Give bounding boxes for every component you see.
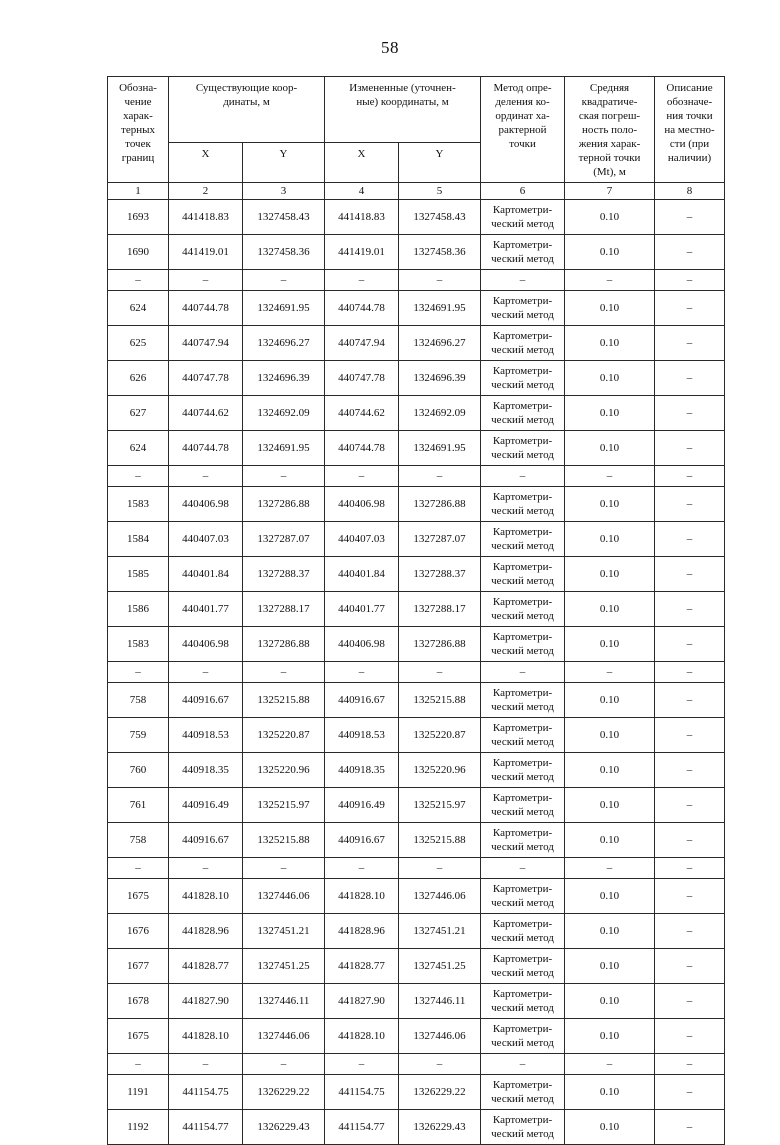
cell-existing-y: 1327288.37 bbox=[243, 556, 325, 591]
cell-mean-square-error: 0.10 bbox=[565, 360, 655, 395]
cell-mean-square-error: 0.10 bbox=[565, 395, 655, 430]
cell-changed-x: 440916.67 bbox=[325, 682, 399, 717]
cell-method: Картометри- ческий метод bbox=[481, 682, 565, 717]
cell-changed-y: 1327458.43 bbox=[399, 199, 481, 234]
cell-existing-y: 1327446.06 bbox=[243, 1018, 325, 1053]
cell-mean-square-error: 0.10 bbox=[565, 430, 655, 465]
cell-point-designation: 761 bbox=[108, 787, 169, 822]
cell-point-designation: – bbox=[108, 661, 169, 682]
table-separator-row bbox=[108, 465, 725, 486]
column-number: 5 bbox=[399, 182, 481, 199]
cell-mean-square-error: – bbox=[565, 1053, 655, 1074]
cell-mean-square-error: – bbox=[565, 465, 655, 486]
cell-method: Картометри- ческий метод bbox=[481, 913, 565, 948]
cell-existing-x: 440747.94 bbox=[169, 325, 243, 360]
cell-changed-x: 440401.77 bbox=[325, 591, 399, 626]
cell-description: – bbox=[655, 1018, 725, 1053]
cell-mean-square-error: – bbox=[565, 857, 655, 878]
cell-description: – bbox=[655, 913, 725, 948]
cell-existing-y: – bbox=[243, 465, 325, 486]
cell-existing-x: 440916.67 bbox=[169, 822, 243, 857]
cell-existing-y: 1327446.11 bbox=[243, 983, 325, 1018]
cell-existing-y: 1325220.87 bbox=[243, 717, 325, 752]
cell-mean-square-error: 0.10 bbox=[565, 983, 655, 1018]
cell-changed-x: – bbox=[325, 1053, 399, 1074]
cell-changed-y: – bbox=[399, 269, 481, 290]
cell-description: – bbox=[655, 430, 725, 465]
cell-existing-y: – bbox=[243, 1053, 325, 1074]
cell-method: Картометри- ческий метод bbox=[481, 1109, 565, 1144]
cell-mean-square-error: 0.10 bbox=[565, 486, 655, 521]
table-header bbox=[108, 77, 725, 183]
column-number: 4 bbox=[325, 182, 399, 199]
cell-description: – bbox=[655, 521, 725, 556]
header-existing-y: Y bbox=[243, 142, 325, 182]
cell-point-designation: 760 bbox=[108, 752, 169, 787]
cell-changed-x: 440406.98 bbox=[325, 626, 399, 661]
cell-description: – bbox=[655, 661, 725, 682]
cell-existing-y: 1327458.36 bbox=[243, 234, 325, 269]
cell-method: Картометри- ческий метод bbox=[481, 878, 565, 913]
cell-method: Картометри- ческий метод bbox=[481, 395, 565, 430]
cell-description: – bbox=[655, 325, 725, 360]
cell-changed-x: 440744.78 bbox=[325, 430, 399, 465]
column-numbering-row bbox=[108, 182, 725, 199]
cell-existing-x: 441154.75 bbox=[169, 1074, 243, 1109]
table-separator-row bbox=[108, 857, 725, 878]
table-row bbox=[108, 626, 725, 661]
cell-point-designation: 1675 bbox=[108, 1018, 169, 1053]
cell-existing-x: – bbox=[169, 269, 243, 290]
table-row bbox=[108, 1018, 725, 1053]
cell-existing-x: 440406.98 bbox=[169, 626, 243, 661]
table-row bbox=[108, 521, 725, 556]
cell-existing-y: 1327451.21 bbox=[243, 913, 325, 948]
cell-point-designation: 1191 bbox=[108, 1074, 169, 1109]
cell-changed-x: 440747.78 bbox=[325, 360, 399, 395]
cell-description: – bbox=[655, 717, 725, 752]
cell-existing-y: 1327286.88 bbox=[243, 626, 325, 661]
column-number: 3 bbox=[243, 182, 325, 199]
cell-description: – bbox=[655, 948, 725, 983]
table-row bbox=[108, 983, 725, 1018]
cell-point-designation: 1586 bbox=[108, 591, 169, 626]
cell-existing-y: 1325215.88 bbox=[243, 682, 325, 717]
cell-mean-square-error: 0.10 bbox=[565, 717, 655, 752]
cell-method: Картометри- ческий метод bbox=[481, 983, 565, 1018]
table-row bbox=[108, 822, 725, 857]
cell-existing-x: 440744.78 bbox=[169, 430, 243, 465]
cell-point-designation: 1585 bbox=[108, 556, 169, 591]
cell-existing-y: 1325220.96 bbox=[243, 752, 325, 787]
cell-existing-x: 441828.10 bbox=[169, 878, 243, 913]
cell-mean-square-error: 0.10 bbox=[565, 325, 655, 360]
cell-changed-x: 440744.78 bbox=[325, 290, 399, 325]
cell-changed-y: 1326229.22 bbox=[399, 1074, 481, 1109]
cell-changed-x: 441418.83 bbox=[325, 199, 399, 234]
cell-changed-x: 440916.67 bbox=[325, 822, 399, 857]
table-row bbox=[108, 234, 725, 269]
table-row bbox=[108, 1109, 725, 1144]
table-row bbox=[108, 717, 725, 752]
page-number: 58 bbox=[381, 38, 399, 57]
table-separator-row bbox=[108, 269, 725, 290]
cell-existing-x: 440916.67 bbox=[169, 682, 243, 717]
cell-description: – bbox=[655, 752, 725, 787]
cell-point-designation: 758 bbox=[108, 682, 169, 717]
cell-changed-y: 1324692.09 bbox=[399, 395, 481, 430]
cell-point-designation: 625 bbox=[108, 325, 169, 360]
cell-changed-y: – bbox=[399, 1053, 481, 1074]
cell-point-designation: 1192 bbox=[108, 1109, 169, 1144]
cell-changed-y: 1327287.07 bbox=[399, 521, 481, 556]
cell-changed-x: – bbox=[325, 269, 399, 290]
cell-existing-x: 440918.35 bbox=[169, 752, 243, 787]
cell-method: Картометри- ческий метод bbox=[481, 591, 565, 626]
cell-existing-x: 441828.10 bbox=[169, 1018, 243, 1053]
cell-mean-square-error: 0.10 bbox=[565, 591, 655, 626]
header-changed-coordinates: Измененные (уточнен- ные) координаты, м bbox=[325, 77, 481, 143]
cell-changed-x: 441828.77 bbox=[325, 948, 399, 983]
table-row bbox=[108, 752, 725, 787]
cell-existing-y: 1327446.06 bbox=[243, 878, 325, 913]
cell-method: – bbox=[481, 857, 565, 878]
cell-point-designation: 1584 bbox=[108, 521, 169, 556]
cell-description: – bbox=[655, 269, 725, 290]
cell-changed-y: 1325215.88 bbox=[399, 682, 481, 717]
cell-point-designation: 624 bbox=[108, 430, 169, 465]
cell-changed-x: 440744.62 bbox=[325, 395, 399, 430]
cell-existing-x: 440401.84 bbox=[169, 556, 243, 591]
cell-method: Картометри- ческий метод bbox=[481, 822, 565, 857]
cell-description: – bbox=[655, 822, 725, 857]
cell-description: – bbox=[655, 199, 725, 234]
cell-description: – bbox=[655, 591, 725, 626]
cell-existing-y: 1327451.25 bbox=[243, 948, 325, 983]
cell-mean-square-error: 0.10 bbox=[565, 822, 655, 857]
cell-method: Картометри- ческий метод bbox=[481, 430, 565, 465]
cell-point-designation: 1693 bbox=[108, 199, 169, 234]
cell-method: Картометри- ческий метод bbox=[481, 486, 565, 521]
header-determination-method: Метод опре- деления ко- ординат ха- рактерной точки bbox=[481, 77, 565, 183]
cell-method: Картометри- ческий метод bbox=[481, 1018, 565, 1053]
table-row bbox=[108, 325, 725, 360]
cell-existing-y: – bbox=[243, 857, 325, 878]
cell-existing-x: 441828.96 bbox=[169, 913, 243, 948]
cell-changed-x: 441419.01 bbox=[325, 234, 399, 269]
cell-point-designation: 759 bbox=[108, 717, 169, 752]
cell-changed-y: 1327458.36 bbox=[399, 234, 481, 269]
cell-description: – bbox=[655, 682, 725, 717]
table-row bbox=[108, 878, 725, 913]
cell-existing-x: – bbox=[169, 857, 243, 878]
cell-method: Картометри- ческий метод bbox=[481, 1074, 565, 1109]
table-row bbox=[108, 1074, 725, 1109]
column-number: 1 bbox=[108, 182, 169, 199]
cell-description: – bbox=[655, 486, 725, 521]
coordinates-table-container bbox=[107, 76, 724, 1145]
cell-changed-x: 440916.49 bbox=[325, 787, 399, 822]
cell-mean-square-error: 0.10 bbox=[565, 234, 655, 269]
cell-mean-square-error: 0.10 bbox=[565, 1074, 655, 1109]
cell-changed-y: 1327446.11 bbox=[399, 983, 481, 1018]
cell-existing-x: 441419.01 bbox=[169, 234, 243, 269]
cell-changed-x: – bbox=[325, 857, 399, 878]
cell-changed-y: 1327451.21 bbox=[399, 913, 481, 948]
cell-existing-y: 1324691.95 bbox=[243, 430, 325, 465]
cell-existing-x: 440747.78 bbox=[169, 360, 243, 395]
cell-description: – bbox=[655, 983, 725, 1018]
cell-existing-y: 1326229.22 bbox=[243, 1074, 325, 1109]
table-separator-row bbox=[108, 661, 725, 682]
header-point-designation: Обозна- чение харак- терных точек границ bbox=[108, 77, 169, 183]
cell-method: Картометри- ческий метод bbox=[481, 556, 565, 591]
cell-description: – bbox=[655, 787, 725, 822]
table-row bbox=[108, 556, 725, 591]
cell-mean-square-error: 0.10 bbox=[565, 199, 655, 234]
cell-existing-y: 1327286.88 bbox=[243, 486, 325, 521]
cell-mean-square-error: 0.10 bbox=[565, 913, 655, 948]
cell-existing-x: 441418.83 bbox=[169, 199, 243, 234]
cell-point-designation: 1690 bbox=[108, 234, 169, 269]
cell-description: – bbox=[655, 395, 725, 430]
cell-existing-x: 440916.49 bbox=[169, 787, 243, 822]
cell-existing-y: 1324696.39 bbox=[243, 360, 325, 395]
cell-existing-y: 1327288.17 bbox=[243, 591, 325, 626]
cell-changed-y: 1325215.88 bbox=[399, 822, 481, 857]
column-number: 7 bbox=[565, 182, 655, 199]
cell-method: – bbox=[481, 661, 565, 682]
cell-changed-x: 440747.94 bbox=[325, 325, 399, 360]
cell-changed-x: – bbox=[325, 465, 399, 486]
cell-description: – bbox=[655, 1074, 725, 1109]
table-row bbox=[108, 360, 725, 395]
cell-changed-x: 441827.90 bbox=[325, 983, 399, 1018]
header-row-main bbox=[108, 77, 725, 143]
cell-changed-y: 1324691.95 bbox=[399, 290, 481, 325]
cell-changed-x: 440401.84 bbox=[325, 556, 399, 591]
cell-existing-y: – bbox=[243, 661, 325, 682]
cell-mean-square-error: 0.10 bbox=[565, 1109, 655, 1144]
cell-mean-square-error: 0.10 bbox=[565, 556, 655, 591]
cell-changed-x: – bbox=[325, 661, 399, 682]
cell-changed-x: 441154.75 bbox=[325, 1074, 399, 1109]
cell-description: – bbox=[655, 234, 725, 269]
cell-changed-y: 1325215.97 bbox=[399, 787, 481, 822]
cell-existing-y: 1325215.88 bbox=[243, 822, 325, 857]
cell-point-designation: – bbox=[108, 1053, 169, 1074]
cell-point-designation: – bbox=[108, 465, 169, 486]
cell-method: Картометри- ческий метод bbox=[481, 717, 565, 752]
cell-changed-y: 1325220.96 bbox=[399, 752, 481, 787]
cell-mean-square-error: 0.10 bbox=[565, 682, 655, 717]
cell-method: Картометри- ческий метод bbox=[481, 521, 565, 556]
cell-description: – bbox=[655, 626, 725, 661]
cell-method: Картометри- ческий метод bbox=[481, 626, 565, 661]
cell-mean-square-error: 0.10 bbox=[565, 878, 655, 913]
cell-existing-y: – bbox=[243, 269, 325, 290]
cell-changed-x: 441828.10 bbox=[325, 878, 399, 913]
cell-point-designation: 758 bbox=[108, 822, 169, 857]
column-number: 8 bbox=[655, 182, 725, 199]
cell-description: – bbox=[655, 878, 725, 913]
cell-method: Картометри- ческий метод bbox=[481, 360, 565, 395]
cell-changed-x: 441828.96 bbox=[325, 913, 399, 948]
cell-description: – bbox=[655, 360, 725, 395]
cell-method: Картометри- ческий метод bbox=[481, 752, 565, 787]
cell-changed-y: 1324691.95 bbox=[399, 430, 481, 465]
cell-changed-y: 1325220.87 bbox=[399, 717, 481, 752]
table-row bbox=[108, 787, 725, 822]
table-row bbox=[108, 430, 725, 465]
header-existing-x: X bbox=[169, 142, 243, 182]
cell-mean-square-error: 0.10 bbox=[565, 290, 655, 325]
table-row bbox=[108, 290, 725, 325]
cell-existing-x: 440406.98 bbox=[169, 486, 243, 521]
cell-point-designation: – bbox=[108, 269, 169, 290]
header-mean-square-error: Средняя квадратиче- ская погреш- ность поло- жения харак- терной точки (Mt), м bbox=[565, 77, 655, 183]
cell-point-designation: 1677 bbox=[108, 948, 169, 983]
cell-mean-square-error: 0.10 bbox=[565, 787, 655, 822]
cell-changed-y: 1327286.88 bbox=[399, 626, 481, 661]
cell-existing-x: 440407.03 bbox=[169, 521, 243, 556]
cell-point-designation: 1678 bbox=[108, 983, 169, 1018]
cell-existing-y: 1325215.97 bbox=[243, 787, 325, 822]
cell-description: – bbox=[655, 556, 725, 591]
cell-method: Картометри- ческий метод bbox=[481, 325, 565, 360]
cell-point-designation: 627 bbox=[108, 395, 169, 430]
table-row bbox=[108, 199, 725, 234]
cell-changed-y: 1327286.88 bbox=[399, 486, 481, 521]
cell-existing-x: – bbox=[169, 465, 243, 486]
cell-point-designation: 1676 bbox=[108, 913, 169, 948]
cell-method: Картометри- ческий метод bbox=[481, 290, 565, 325]
header-existing-coordinates: Существующие коор- динаты, м bbox=[169, 77, 325, 143]
cell-existing-x: 441828.77 bbox=[169, 948, 243, 983]
table-row bbox=[108, 913, 725, 948]
cell-existing-x: 440744.62 bbox=[169, 395, 243, 430]
cell-method: Картометри- ческий метод bbox=[481, 234, 565, 269]
cell-changed-x: 440407.03 bbox=[325, 521, 399, 556]
cell-existing-y: 1327458.43 bbox=[243, 199, 325, 234]
cell-mean-square-error: 0.10 bbox=[565, 752, 655, 787]
table-row bbox=[108, 395, 725, 430]
cell-changed-y: 1326229.43 bbox=[399, 1109, 481, 1144]
cell-mean-square-error: 0.10 bbox=[565, 521, 655, 556]
table-row bbox=[108, 486, 725, 521]
header-changed-y: Y bbox=[399, 142, 481, 182]
cell-point-designation: 1583 bbox=[108, 486, 169, 521]
column-number: 6 bbox=[481, 182, 565, 199]
cell-changed-x: 440406.98 bbox=[325, 486, 399, 521]
cell-existing-x: 440401.77 bbox=[169, 591, 243, 626]
cell-point-designation: 1583 bbox=[108, 626, 169, 661]
cell-point-designation: 624 bbox=[108, 290, 169, 325]
cell-method: – bbox=[481, 465, 565, 486]
cell-method: Картометри- ческий метод bbox=[481, 787, 565, 822]
cell-mean-square-error: – bbox=[565, 269, 655, 290]
cell-changed-x: 440918.35 bbox=[325, 752, 399, 787]
cell-changed-y: – bbox=[399, 661, 481, 682]
cell-mean-square-error: 0.10 bbox=[565, 1018, 655, 1053]
coordinates-table bbox=[107, 76, 725, 1145]
cell-point-designation: 626 bbox=[108, 360, 169, 395]
cell-point-designation: – bbox=[108, 857, 169, 878]
cell-existing-x: – bbox=[169, 661, 243, 682]
cell-description: – bbox=[655, 290, 725, 325]
cell-changed-y: 1324696.39 bbox=[399, 360, 481, 395]
cell-mean-square-error: 0.10 bbox=[565, 626, 655, 661]
cell-method: Картометри- ческий метод bbox=[481, 199, 565, 234]
table-separator-row bbox=[108, 1053, 725, 1074]
cell-method: – bbox=[481, 269, 565, 290]
cell-description: – bbox=[655, 1109, 725, 1144]
cell-changed-y: – bbox=[399, 465, 481, 486]
cell-existing-x: 440744.78 bbox=[169, 290, 243, 325]
table-row bbox=[108, 591, 725, 626]
table-body bbox=[108, 182, 725, 1144]
cell-existing-y: 1324696.27 bbox=[243, 325, 325, 360]
cell-existing-y: 1326229.43 bbox=[243, 1109, 325, 1144]
cell-changed-x: 441154.77 bbox=[325, 1109, 399, 1144]
header-point-description: Описание обозначе- ния точки на местно- сти (при наличии) bbox=[655, 77, 725, 183]
cell-changed-x: 440918.53 bbox=[325, 717, 399, 752]
table-row bbox=[108, 682, 725, 717]
cell-mean-square-error: 0.10 bbox=[565, 948, 655, 983]
cell-changed-y: 1327451.25 bbox=[399, 948, 481, 983]
cell-existing-x: 440918.53 bbox=[169, 717, 243, 752]
cell-existing-y: 1327287.07 bbox=[243, 521, 325, 556]
cell-changed-y: 1324696.27 bbox=[399, 325, 481, 360]
cell-existing-x: – bbox=[169, 1053, 243, 1074]
cell-description: – bbox=[655, 465, 725, 486]
cell-changed-y: – bbox=[399, 857, 481, 878]
table-row bbox=[108, 948, 725, 983]
cell-description: – bbox=[655, 857, 725, 878]
cell-changed-x: 441828.10 bbox=[325, 1018, 399, 1053]
cell-changed-y: 1327446.06 bbox=[399, 878, 481, 913]
cell-method: – bbox=[481, 1053, 565, 1074]
cell-existing-x: 441827.90 bbox=[169, 983, 243, 1018]
cell-changed-y: 1327288.17 bbox=[399, 591, 481, 626]
cell-description: – bbox=[655, 1053, 725, 1074]
cell-existing-y: 1324692.09 bbox=[243, 395, 325, 430]
cell-existing-y: 1324691.95 bbox=[243, 290, 325, 325]
cell-existing-x: 441154.77 bbox=[169, 1109, 243, 1144]
cell-changed-y: 1327288.37 bbox=[399, 556, 481, 591]
column-number: 2 bbox=[169, 182, 243, 199]
cell-method: Картометри- ческий метод bbox=[481, 948, 565, 983]
cell-mean-square-error: – bbox=[565, 661, 655, 682]
cell-point-designation: 1675 bbox=[108, 878, 169, 913]
cell-changed-y: 1327446.06 bbox=[399, 1018, 481, 1053]
header-changed-x: X bbox=[325, 142, 399, 182]
